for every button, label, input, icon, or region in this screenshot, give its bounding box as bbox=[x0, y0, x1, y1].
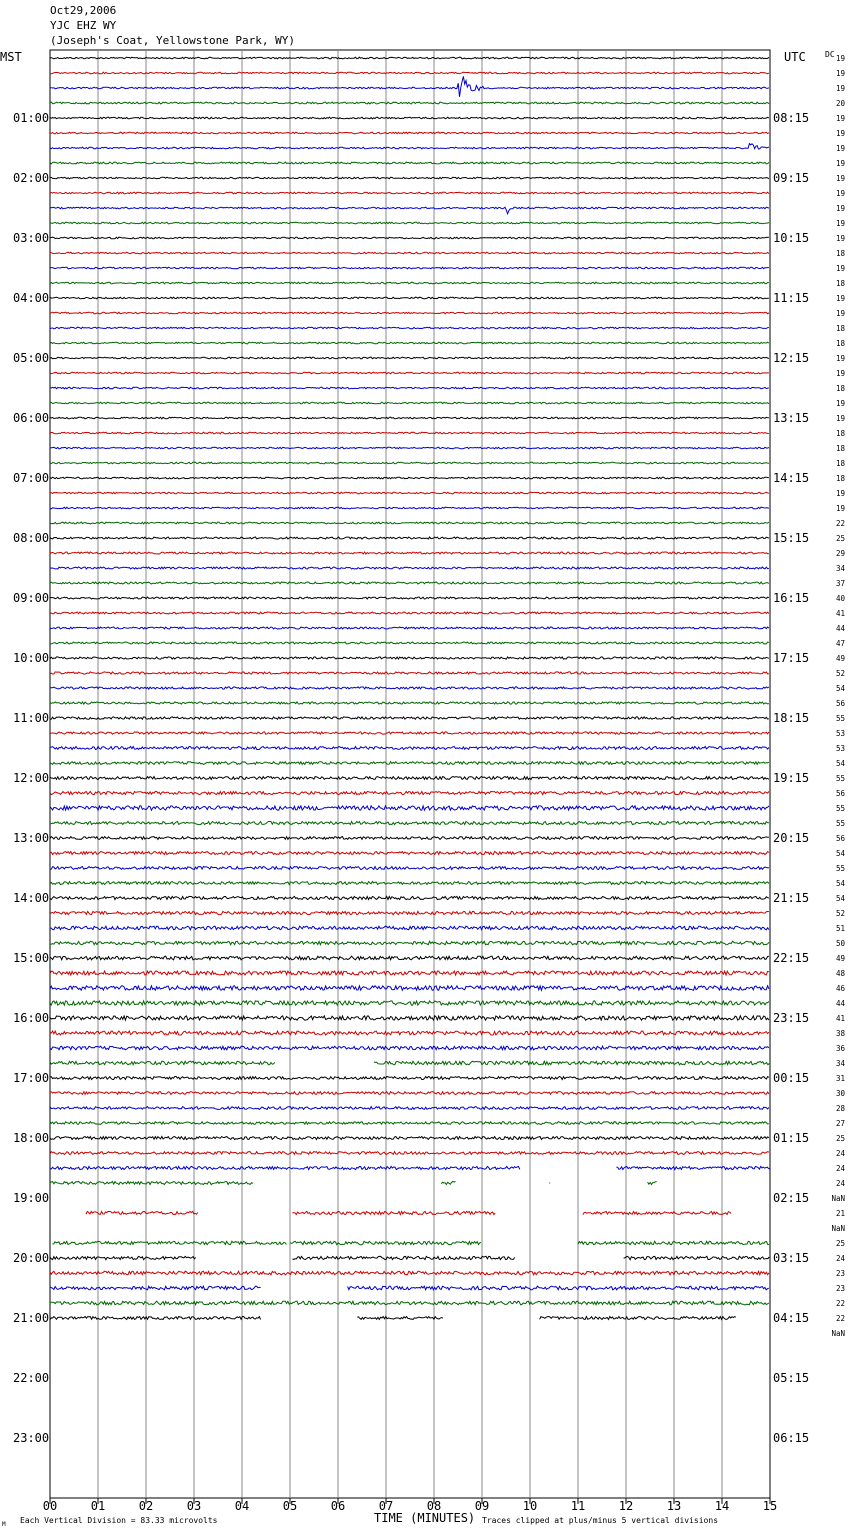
utc-hour-label: 06:15 bbox=[773, 1431, 810, 1445]
dc-offset-label: 19 bbox=[835, 144, 845, 153]
dc-offset-label: 25 bbox=[835, 1134, 845, 1143]
utc-axis-title: UTC bbox=[784, 50, 806, 64]
trace-row-46 bbox=[50, 747, 769, 750]
mst-hour-label: 14:00 bbox=[13, 891, 50, 905]
trace-row-13 bbox=[50, 252, 769, 254]
trace-row-59 bbox=[50, 941, 769, 944]
utc-hour-label: 02:15 bbox=[773, 1191, 810, 1205]
trace-row-55 bbox=[50, 882, 769, 885]
trace-row-43 bbox=[50, 702, 769, 704]
dc-offset-label: 18 bbox=[835, 324, 845, 333]
utc-hour-label: 04:15 bbox=[773, 1311, 810, 1325]
mst-hour-label: 22:00 bbox=[13, 1371, 50, 1385]
utc-hour-label: 08:15 bbox=[773, 111, 810, 125]
x-tick-label: 05 bbox=[282, 1499, 298, 1513]
x-tick-label: 08 bbox=[426, 1499, 442, 1513]
trace-row-40 bbox=[50, 657, 769, 659]
dc-offset-label: 56 bbox=[835, 789, 845, 798]
dc-offset-label: 19 bbox=[835, 369, 845, 378]
mst-hour-label: 08:00 bbox=[13, 531, 50, 545]
utc-hour-label: 03:15 bbox=[773, 1251, 810, 1265]
trace-row-84 bbox=[50, 1317, 261, 1320]
trace-row-80 bbox=[624, 1256, 770, 1259]
dc-offset-label: 54 bbox=[835, 894, 845, 903]
dc-offset-label: 18 bbox=[835, 459, 845, 468]
utc-hour-label: 21:15 bbox=[773, 891, 810, 905]
station-location: (Joseph's Coat, Yellowstone Park, WY) bbox=[50, 34, 296, 47]
dc-offset-label: 18 bbox=[835, 429, 845, 438]
dc-offset-label: 19 bbox=[835, 84, 845, 93]
dc-offset-label: 44 bbox=[835, 624, 845, 633]
dc-offset-label: NaN bbox=[831, 1194, 845, 1203]
x-tick-label: 10 bbox=[522, 1499, 538, 1513]
x-tick-label: 04 bbox=[234, 1499, 250, 1513]
x-tick-label: 06 bbox=[330, 1499, 346, 1513]
dc-offset-label: 48 bbox=[835, 969, 845, 978]
trace-row-57 bbox=[50, 911, 769, 914]
trace-row-73 bbox=[50, 1152, 769, 1155]
dc-offset-label: 19 bbox=[835, 264, 845, 273]
dc-offset-label: 54 bbox=[835, 684, 845, 693]
trace-row-17 bbox=[50, 312, 769, 314]
trace-row-2 bbox=[50, 76, 769, 96]
mst-hour-label: 20:00 bbox=[13, 1251, 50, 1265]
axis-labels bbox=[13, 54, 845, 1513]
mst-hour-label: 09:00 bbox=[13, 591, 50, 605]
dc-offset-label: NaN bbox=[831, 1329, 845, 1338]
mst-hour-label: 23:00 bbox=[13, 1431, 50, 1445]
dc-offset-label: 18 bbox=[835, 339, 845, 348]
mst-hour-label: 02:00 bbox=[13, 171, 50, 185]
trace-row-36 bbox=[50, 597, 769, 599]
dc-offset-label: 44 bbox=[835, 999, 845, 1008]
utc-hour-label: 11:15 bbox=[773, 291, 810, 305]
x-tick-label: 13 bbox=[666, 1499, 682, 1513]
dc-offset-label: 34 bbox=[835, 564, 845, 573]
mst-hour-label: 16:00 bbox=[13, 1011, 50, 1025]
dc-offset-label: 18 bbox=[835, 474, 845, 483]
trace-row-30 bbox=[50, 507, 769, 509]
trace-row-12 bbox=[50, 237, 769, 239]
trace-row-10 bbox=[50, 207, 769, 214]
trace-row-56 bbox=[50, 896, 769, 899]
trace-row-0 bbox=[50, 57, 769, 59]
dc-offset-label: 19 bbox=[835, 504, 845, 513]
dc-offset-label: 38 bbox=[835, 1029, 845, 1038]
trace-row-84 bbox=[540, 1317, 736, 1320]
trace-row-23 bbox=[50, 402, 769, 404]
mst-hour-label: 03:00 bbox=[13, 231, 50, 245]
trace-row-49 bbox=[50, 791, 769, 794]
dc-offset-label: 24 bbox=[835, 1179, 845, 1188]
trace-row-67 bbox=[374, 1061, 769, 1065]
dc-offset-label: 19 bbox=[835, 204, 845, 213]
dc-offset-label: 54 bbox=[835, 849, 845, 858]
trace-row-39 bbox=[50, 642, 769, 644]
dc-offset-label: 19 bbox=[835, 309, 845, 318]
mst-axis-title: MST bbox=[0, 50, 22, 64]
trace-row-47 bbox=[50, 762, 769, 765]
dc-offset-label: 25 bbox=[835, 534, 845, 543]
dc-offset-label: 52 bbox=[835, 909, 845, 918]
x-tick-label: 14 bbox=[714, 1499, 730, 1513]
mst-hour-label: 18:00 bbox=[13, 1131, 50, 1145]
dc-offset-label: 55 bbox=[835, 864, 845, 873]
trace-row-48 bbox=[50, 777, 769, 780]
dc-offset-label: 49 bbox=[835, 954, 845, 963]
trace-row-71 bbox=[50, 1122, 769, 1125]
dc-offset-label: 54 bbox=[835, 879, 845, 888]
trace-row-31 bbox=[50, 522, 769, 524]
trace-row-82 bbox=[348, 1286, 769, 1290]
dc-offset-label: 29 bbox=[835, 549, 845, 558]
utc-hour-label: 01:15 bbox=[773, 1131, 810, 1145]
trace-row-66 bbox=[50, 1046, 769, 1050]
mst-hour-label: 19:00 bbox=[13, 1191, 50, 1205]
trace-row-74 bbox=[372, 1166, 520, 1169]
dc-offset-label: 31 bbox=[835, 1074, 845, 1083]
trace-row-15 bbox=[50, 282, 769, 284]
trace-row-22 bbox=[50, 387, 769, 389]
trace-row-79 bbox=[52, 1241, 286, 1244]
dc-offset-label: 25 bbox=[835, 1239, 845, 1248]
x-tick-label: 03 bbox=[186, 1499, 202, 1513]
dc-offset-label: 19 bbox=[835, 414, 845, 423]
dc-offset-label: 19 bbox=[835, 54, 845, 63]
dc-offset-label: 50 bbox=[835, 939, 845, 948]
trace-row-83 bbox=[50, 1301, 769, 1305]
utc-hour-label: 18:15 bbox=[773, 711, 810, 725]
trace-row-27 bbox=[50, 462, 769, 464]
dc-offset-label: 40 bbox=[835, 594, 845, 603]
x-axis-title: TIME (MINUTES) bbox=[374, 1511, 476, 1525]
utc-hour-label: 14:15 bbox=[773, 471, 810, 485]
trace-row-72 bbox=[50, 1137, 769, 1140]
dc-offset-label: 56 bbox=[835, 699, 845, 708]
dc-offset-label: 19 bbox=[835, 159, 845, 168]
trace-row-34 bbox=[50, 567, 769, 569]
dc-offset-label: 19 bbox=[835, 129, 845, 138]
trace-row-45 bbox=[50, 732, 769, 734]
trace-row-6 bbox=[50, 144, 769, 149]
utc-hour-label: 23:15 bbox=[773, 1011, 810, 1025]
trace-row-75 bbox=[441, 1181, 455, 1184]
station-code: YJC EHZ WY bbox=[50, 19, 117, 32]
trace-row-20 bbox=[50, 357, 769, 359]
utc-hour-label: 20:15 bbox=[773, 831, 810, 845]
dc-offset-label: 19 bbox=[835, 174, 845, 183]
dc-offset-label: 24 bbox=[835, 1164, 845, 1173]
trace-row-16 bbox=[50, 297, 769, 299]
dc-offset-label: 55 bbox=[835, 819, 845, 828]
dc-offset-label: 22 bbox=[835, 519, 845, 528]
dc-offset-label: 24 bbox=[835, 1254, 845, 1263]
trace-row-33 bbox=[50, 552, 769, 554]
trace-row-29 bbox=[50, 492, 769, 494]
clip-note: Traces clipped at plus/minus 5 vertical divisions bbox=[482, 1516, 719, 1525]
trace-row-11 bbox=[50, 222, 769, 224]
dc-offset-label: 49 bbox=[835, 654, 845, 663]
trace-row-38 bbox=[50, 627, 769, 629]
utc-hour-label: 05:15 bbox=[773, 1371, 810, 1385]
dc-offset-label: 53 bbox=[835, 744, 845, 753]
trace-row-25 bbox=[50, 432, 769, 434]
trace-row-77 bbox=[292, 1211, 495, 1214]
dc-offset-label: 53 bbox=[835, 729, 845, 738]
dc-offset-label: 19 bbox=[835, 219, 845, 228]
mst-hour-label: 17:00 bbox=[13, 1071, 50, 1085]
dc-column-title: DC bbox=[825, 50, 835, 59]
utc-hour-label: 10:15 bbox=[773, 231, 810, 245]
dc-offset-label: 56 bbox=[835, 834, 845, 843]
x-tick-label: 02 bbox=[138, 1499, 154, 1513]
dc-offset-label: 18 bbox=[835, 384, 845, 393]
trace-row-4 bbox=[50, 117, 769, 119]
trace-row-14 bbox=[50, 267, 769, 269]
trace-row-19 bbox=[50, 342, 769, 344]
x-tick-label: 15 bbox=[762, 1499, 778, 1513]
trace-row-63 bbox=[50, 1001, 769, 1005]
trace-lines bbox=[50, 57, 770, 1319]
mst-hour-label: 10:00 bbox=[13, 651, 50, 665]
utc-hour-label: 15:15 bbox=[773, 531, 810, 545]
trace-row-77 bbox=[583, 1212, 731, 1215]
trace-row-32 bbox=[50, 537, 769, 539]
dc-offset-label: 23 bbox=[835, 1284, 845, 1293]
mst-hour-label: 11:00 bbox=[13, 711, 50, 725]
dc-offset-label: 41 bbox=[835, 1014, 845, 1023]
trace-row-42 bbox=[50, 687, 769, 689]
trace-row-70 bbox=[50, 1107, 769, 1110]
trace-row-35 bbox=[50, 582, 769, 584]
trace-row-58 bbox=[50, 926, 769, 930]
dc-offset-label: 22 bbox=[835, 1299, 845, 1308]
x-tick-label: 09 bbox=[474, 1499, 490, 1513]
dc-offset-label: 55 bbox=[835, 714, 845, 723]
trace-row-41 bbox=[50, 672, 769, 674]
trace-row-26 bbox=[50, 447, 769, 449]
trace-row-51 bbox=[50, 821, 769, 824]
dc-offset-label: 47 bbox=[835, 639, 845, 648]
mst-hour-label: 12:00 bbox=[13, 771, 50, 785]
x-tick-label: 01 bbox=[90, 1499, 106, 1513]
x-tick-label: 00 bbox=[42, 1499, 58, 1513]
dc-offset-label: 28 bbox=[835, 1104, 845, 1113]
trace-row-28 bbox=[50, 477, 769, 479]
dc-offset-label: 55 bbox=[835, 804, 845, 813]
trace-row-64 bbox=[50, 1016, 769, 1020]
utc-hour-label: 17:15 bbox=[773, 651, 810, 665]
dc-offset-label: 41 bbox=[835, 609, 845, 618]
dc-offset-label: 37 bbox=[835, 579, 845, 588]
dc-offset-label: 24 bbox=[835, 1149, 845, 1158]
trace-row-54 bbox=[50, 867, 769, 870]
scale-note: Each Vertical Division = 83.33 microvolts bbox=[20, 1516, 218, 1525]
trace-row-61 bbox=[50, 971, 769, 975]
mst-hour-label: 05:00 bbox=[13, 351, 50, 365]
dc-offset-label: 36 bbox=[835, 1044, 845, 1053]
mst-hour-label: 13:00 bbox=[13, 831, 50, 845]
trace-row-53 bbox=[50, 852, 769, 855]
x-tick-label: 07 bbox=[378, 1499, 394, 1513]
dc-offset-label: 18 bbox=[835, 444, 845, 453]
trace-row-3 bbox=[50, 102, 769, 104]
dc-offset-label: 54 bbox=[835, 759, 845, 768]
dc-offset-label: 51 bbox=[835, 924, 845, 933]
plot-date: Oct29,2006 bbox=[50, 4, 117, 17]
x-tick-label: 12 bbox=[618, 1499, 634, 1513]
trace-row-37 bbox=[50, 612, 769, 614]
trace-row-75 bbox=[50, 1181, 253, 1184]
mst-hour-label: 06:00 bbox=[13, 411, 50, 425]
trace-row-62 bbox=[50, 986, 769, 990]
x-tick-label: 11 bbox=[570, 1499, 586, 1513]
trace-row-81 bbox=[50, 1271, 769, 1275]
trace-row-74 bbox=[616, 1166, 769, 1169]
dc-offset-label: 18 bbox=[835, 249, 845, 258]
utc-hour-label: 13:15 bbox=[773, 411, 810, 425]
trace-row-50 bbox=[50, 806, 769, 810]
trace-row-9 bbox=[50, 192, 769, 194]
dc-offset-label: 19 bbox=[835, 489, 845, 498]
plot-frame bbox=[50, 50, 770, 1498]
trace-row-21 bbox=[50, 372, 769, 374]
dc-offset-label: 19 bbox=[835, 354, 845, 363]
mst-hour-label: 07:00 bbox=[13, 471, 50, 485]
utc-hour-label: 19:15 bbox=[773, 771, 810, 785]
trace-row-69 bbox=[50, 1092, 769, 1095]
dc-offset-label: 19 bbox=[835, 294, 845, 303]
dc-offset-label: 19 bbox=[835, 114, 845, 123]
trace-row-77 bbox=[86, 1211, 198, 1214]
utc-hour-label: 22:15 bbox=[773, 951, 810, 965]
trace-row-82 bbox=[50, 1286, 261, 1290]
dc-offset-label: 20 bbox=[835, 99, 845, 108]
utc-hour-label: 12:15 bbox=[773, 351, 810, 365]
corner-mark: M bbox=[2, 1521, 6, 1528]
dc-offset-label: 52 bbox=[835, 669, 845, 678]
dc-offset-label: NaN bbox=[831, 1224, 845, 1233]
trace-row-52 bbox=[50, 837, 769, 840]
trace-row-7 bbox=[50, 162, 769, 164]
trace-row-5 bbox=[50, 132, 769, 134]
dc-offset-label: 22 bbox=[835, 1314, 845, 1323]
dc-offset-label: 18 bbox=[835, 279, 845, 288]
trace-row-60 bbox=[50, 956, 769, 960]
dc-offset-label: 21 bbox=[835, 1209, 845, 1218]
utc-hour-label: 16:15 bbox=[773, 591, 810, 605]
trace-row-67 bbox=[50, 1061, 275, 1065]
trace-row-80 bbox=[292, 1256, 514, 1259]
dc-offset-label: 55 bbox=[835, 774, 845, 783]
trace-row-1 bbox=[50, 72, 769, 74]
dc-offset-label: 30 bbox=[835, 1089, 845, 1098]
trace-row-24 bbox=[50, 417, 769, 419]
trace-row-68 bbox=[50, 1077, 769, 1080]
trace-row-80 bbox=[50, 1256, 196, 1259]
mst-hour-label: 21:00 bbox=[13, 1311, 50, 1325]
trace-row-8 bbox=[50, 177, 769, 179]
trace-row-18 bbox=[50, 327, 769, 329]
dc-offset-label: 19 bbox=[835, 234, 845, 243]
dc-offset-label: 34 bbox=[835, 1059, 845, 1068]
trace-row-84 bbox=[357, 1317, 443, 1320]
dc-offset-label: 23 bbox=[835, 1269, 845, 1278]
trace-row-44 bbox=[50, 717, 769, 719]
trace-row-75 bbox=[648, 1182, 657, 1185]
mst-hour-label: 15:00 bbox=[13, 951, 50, 965]
mst-hour-label: 04:00 bbox=[13, 291, 50, 305]
dc-offset-label: 46 bbox=[835, 984, 845, 993]
dc-offset-label: 19 bbox=[835, 189, 845, 198]
mst-hour-label: 01:00 bbox=[13, 111, 50, 125]
dc-offset-label: 19 bbox=[835, 399, 845, 408]
utc-hour-label: 09:15 bbox=[773, 171, 810, 185]
trace-row-65 bbox=[50, 1031, 769, 1035]
utc-hour-label: 00:15 bbox=[773, 1071, 810, 1085]
dc-offset-label: 27 bbox=[835, 1119, 845, 1128]
dc-offset-label: 19 bbox=[835, 69, 845, 78]
